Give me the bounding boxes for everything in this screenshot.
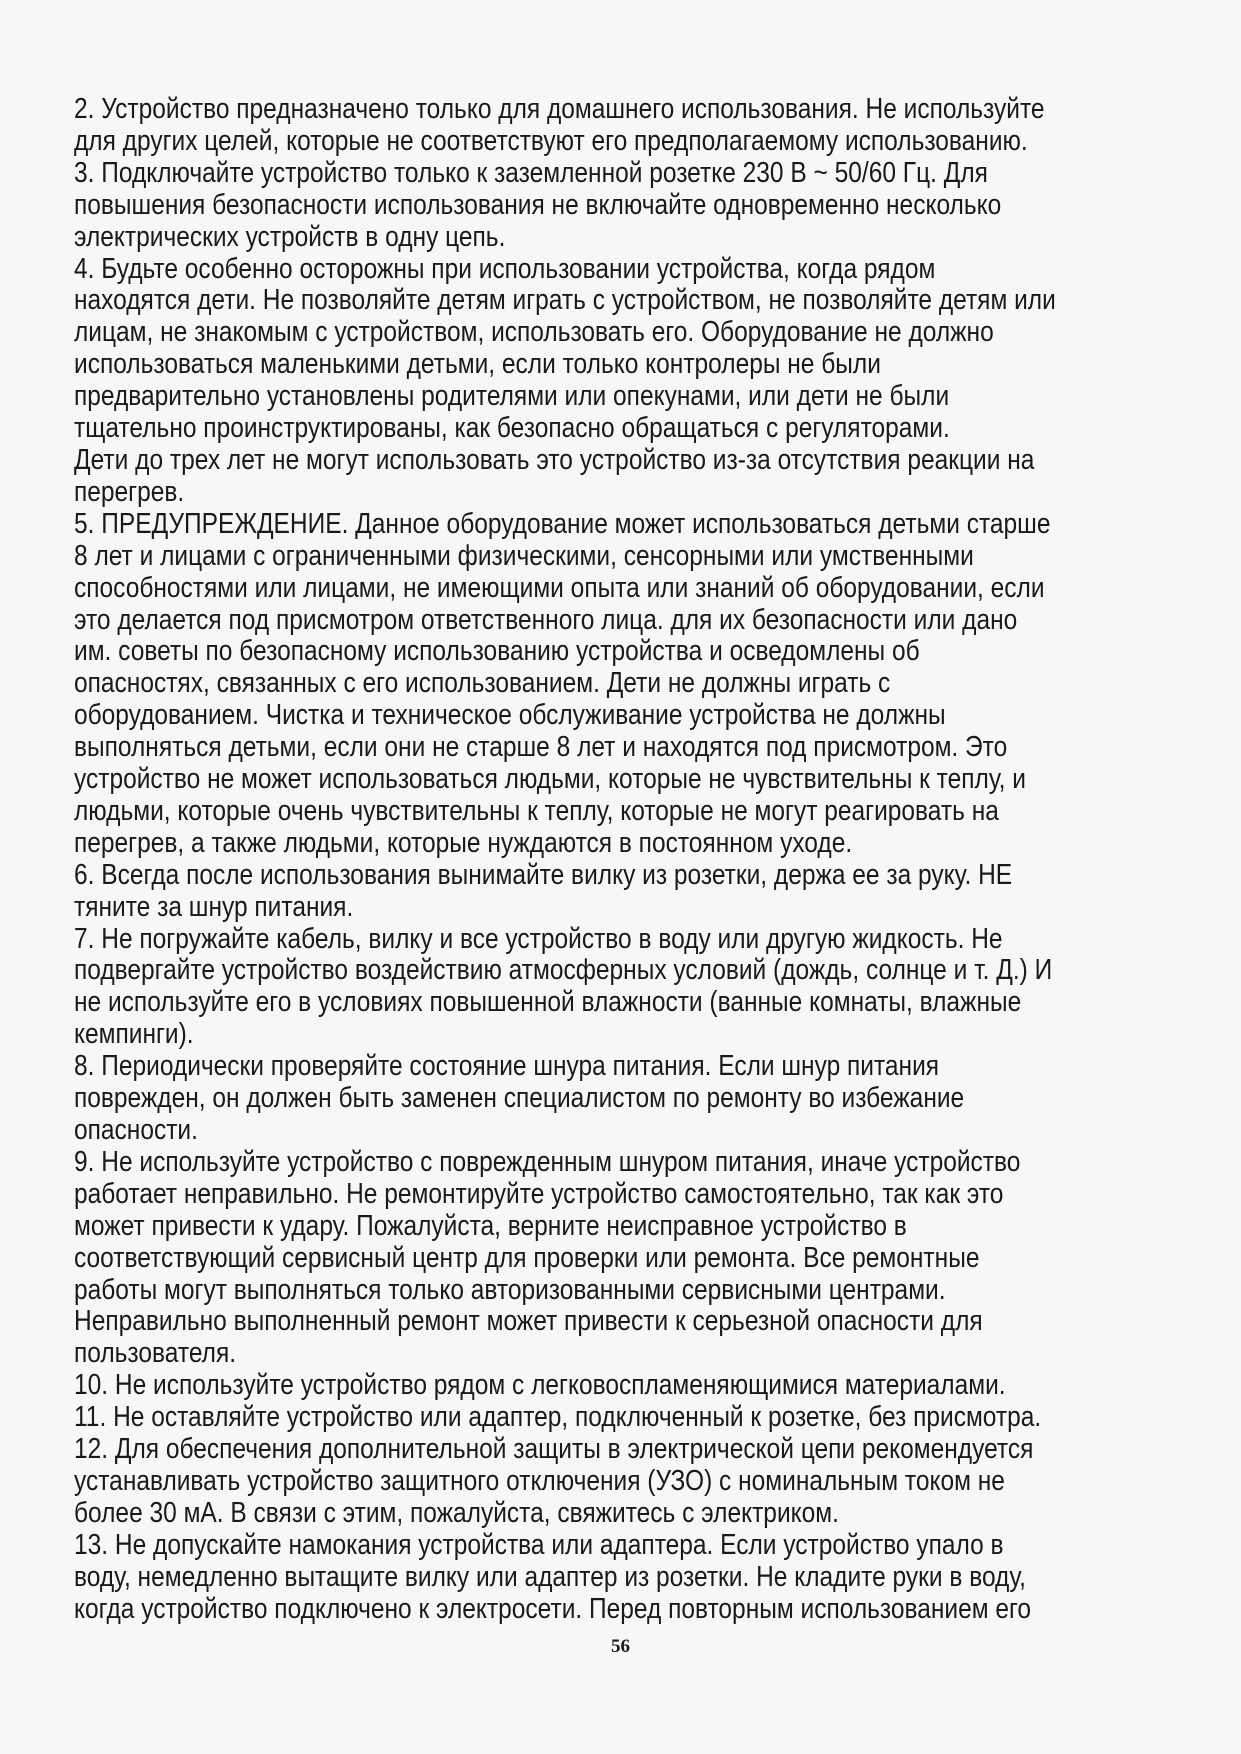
- text-line: пользователя.: [74, 1337, 237, 1370]
- text-line: 11. Не оставляйте устройство или адаптер, подключенный к розетке, без присмотра.: [74, 1401, 1042, 1434]
- text-line: оборудованием. Чистка и техническое обслуживание устройства не должны: [74, 699, 946, 732]
- text-line: им. советы по безопасному использованию устройства и осведомлены об: [74, 635, 920, 668]
- text-line: повышения безопасности использования не включайте одновременно несколько: [74, 188, 1002, 221]
- text-line: перегрев.: [74, 475, 185, 508]
- text-line: 4. Будьте особенно осторожны при использовании устройства, когда рядом: [74, 252, 936, 285]
- text-line: 2. Устройство предназначено только для домашнего использования. Не используйте: [74, 93, 1045, 125]
- text-line: способностями или лицами, не имеющими опыта или знаний об оборудовании, если: [74, 571, 1045, 604]
- text-line: лицам, не знакомым с устройством, использовать его. Оборудование не должно: [74, 316, 994, 349]
- text-line: 8. Периодически проверяйте состояние шнура питания. Если шнур питания: [74, 1050, 940, 1083]
- text-line: устанавливать устройство защитного отключения (УЗО) с номинальным током не: [74, 1464, 1005, 1497]
- document-body: [74, 94, 1179, 1626]
- text-line: 3. Подключайте устройство только к заземленной розетке 230 В ~ 50/60 Гц. Для: [74, 156, 988, 189]
- text-line: опасности.: [74, 1114, 198, 1146]
- text-line: 9. Не используйте устройство с поврежденным шнуром питания, иначе устройство: [74, 1145, 1021, 1178]
- text-line: устройство не может использоваться людьми, которые не чувствительны к теплу, и: [74, 763, 1026, 796]
- text-line: 8 лет и лицами с ограниченными физическими, сенсорными или умственными: [74, 539, 974, 572]
- text-line: тщательно проинструктированы, как безопасно обращаться с регуляторами.: [74, 412, 950, 445]
- text-line: подвергайте устройство воздействию атмосферных условий (дождь, солнце и т. Д.) И: [74, 954, 1053, 987]
- text-line: это делается под присмотром ответственного лица. для их безопасности или дано: [74, 603, 1018, 636]
- text-line: поврежден, он должен быть заменен специалистом по ремонту во избежание: [74, 1082, 965, 1115]
- text-line: тяните за шнур питания.: [74, 890, 354, 923]
- text-line: работает неправильно. Не ремонтируйте устройство самостоятельно, так как это: [74, 1177, 1004, 1210]
- text-line: Дети до трех лет не могут использовать это устройство из-за отсутствия реакции на: [74, 443, 1035, 476]
- text-line: работы могут выполняться только авторизованными сервисными центрами.: [74, 1273, 946, 1306]
- text-line: соответствующий сервисный центр для проверки или ремонта. Все ремонтные: [74, 1241, 980, 1274]
- text-line: 5. ПРЕДУПРЕЖДЕНИЕ. Данное оборудование может использоваться детьми старше: [74, 507, 1051, 540]
- text-line: для других целей, которые не соответствуют его предполагаемому использованию.: [74, 124, 1028, 157]
- text-line: 6. Всегда после использования вынимайте вилку из розетки, держа ее за руку. НЕ: [74, 858, 1013, 891]
- text-line: Неправильно выполненный ремонт может привести к серьезной опасности для: [74, 1305, 983, 1338]
- text-line: может привести к удару. Пожалуйста, верните неисправное устройство в: [74, 1209, 907, 1242]
- text-line: когда устройство подключено к электросети. Перед повторным использованием его: [74, 1592, 1032, 1625]
- text-line: 7. Не погружайте кабель, вилку и все устройство в воду или другую жидкость. Не: [74, 922, 1003, 955]
- text-line: 13. Не допускайте намокания устройства или адаптера. Если устройство упало в: [74, 1528, 1004, 1561]
- text-line: перегрев, а также людьми, которые нуждаются в постоянном уходе.: [74, 826, 853, 859]
- text-line: людьми, которые очень чувствительны к теплу, которые не могут реагировать на: [74, 794, 999, 827]
- text-line: 10. Не используйте устройство рядом с легковоспламеняющимися материалами.: [74, 1369, 1006, 1402]
- text-line: электрических устройств в одну цепь.: [74, 220, 506, 253]
- text-line: не используйте его в условиях повышенной влажности (ванные комнаты, влажные: [74, 986, 1022, 1019]
- text-line: более 30 мА. В связи с этим, пожалуйста, свяжитесь с электриком.: [74, 1496, 839, 1529]
- text-line: использоваться маленькими детьми, если только контролеры не были: [74, 348, 881, 381]
- text-line: воду, немедленно вытащите вилку или адаптер из розетки. Не кладите руки в воду,: [74, 1560, 1026, 1593]
- text-line: 12. Для обеспечения дополнительной защиты в электрической цепи рекомендуется: [74, 1433, 1034, 1466]
- page-number: 56: [611, 1636, 630, 1657]
- text-line: выполняться детьми, если они не старше 8 лет и находятся под присмотром. Это: [74, 731, 1008, 764]
- text-line: опасностях, связанных с его использованием. Дети не должны играть с: [74, 667, 891, 700]
- text-line: кемпинги).: [74, 1018, 194, 1051]
- text-line: предварительно установлены родителями или опекунами, или дети не были: [74, 380, 950, 413]
- text-line: находятся дети. Не позволяйте детям играть с устройством, не позволяйте детям или: [74, 284, 1056, 317]
